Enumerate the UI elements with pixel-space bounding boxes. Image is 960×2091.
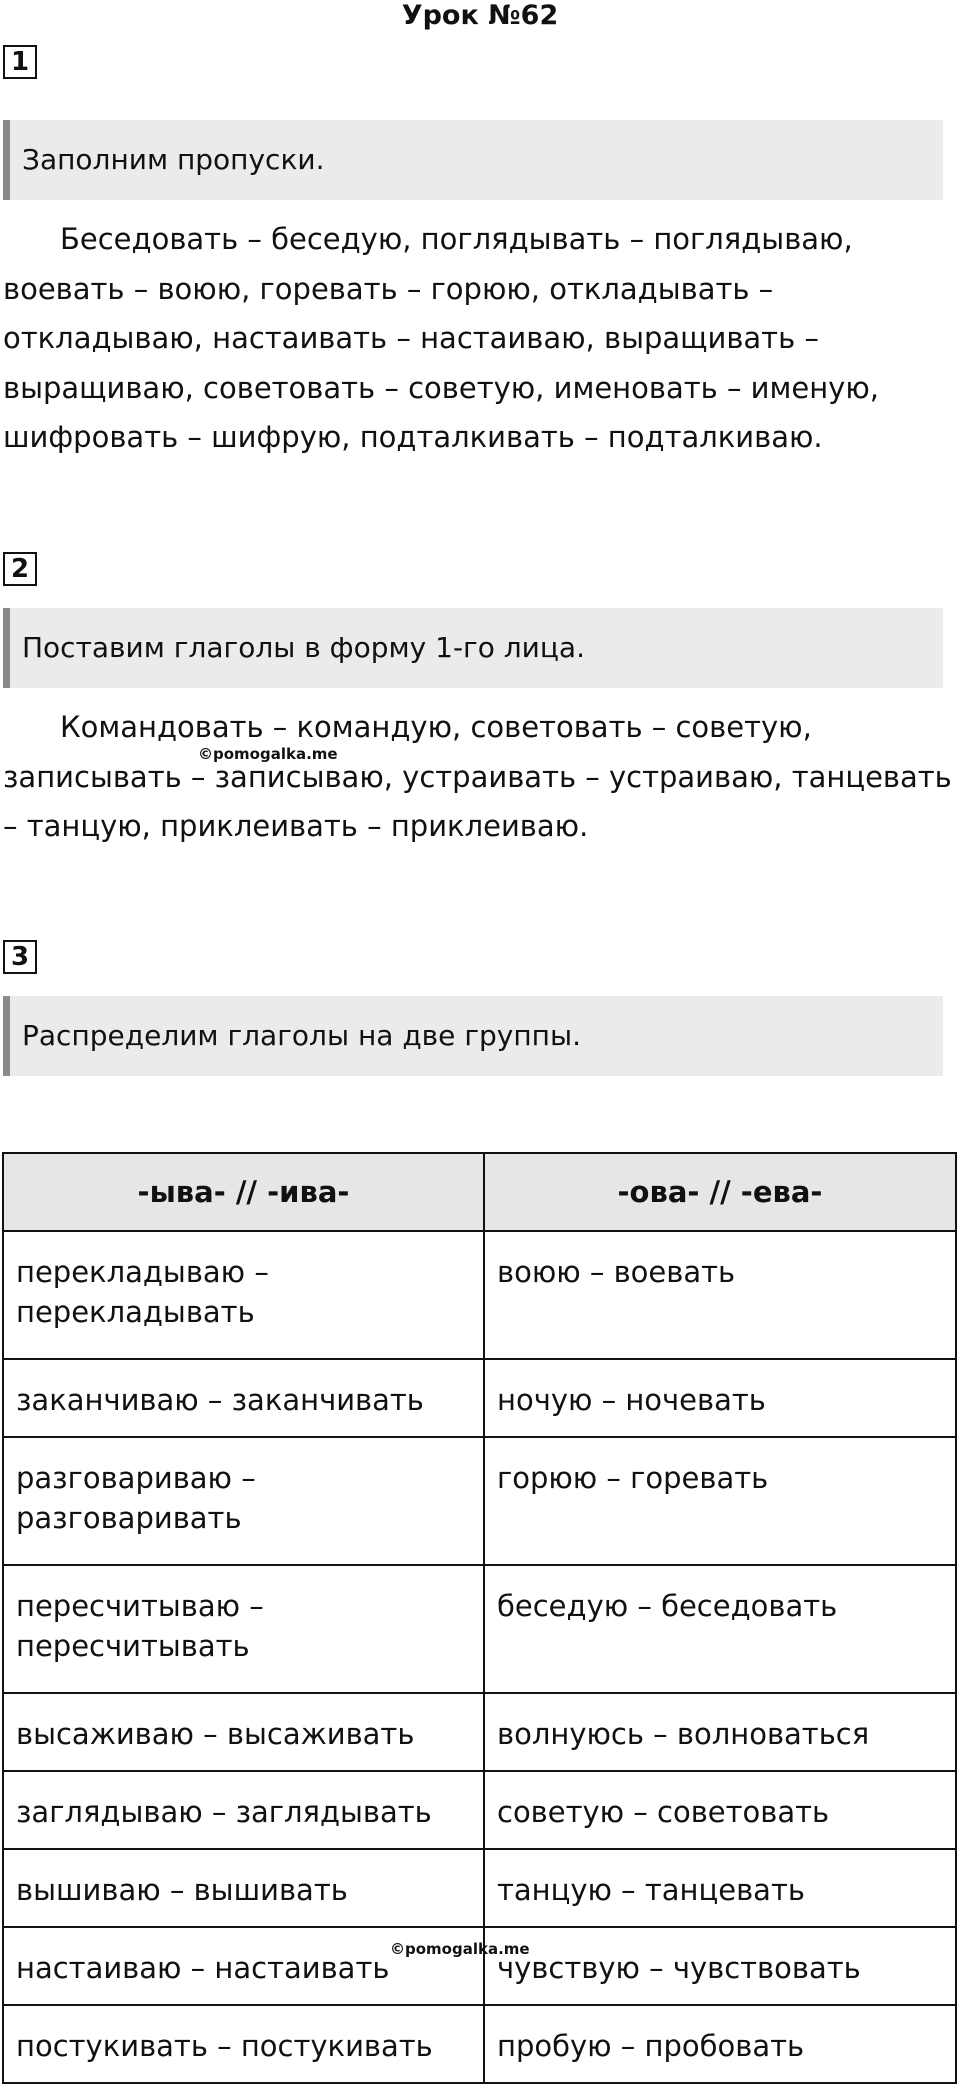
text-line: – танцую, приклеивать – приклеиваю. xyxy=(3,809,589,843)
table-row xyxy=(3,2005,956,2083)
exercise-2-text xyxy=(3,703,958,852)
table-cell: пробую – пробовать xyxy=(484,2005,956,2083)
watermark: ©pomogalka.me xyxy=(198,745,338,763)
table-row xyxy=(3,1771,956,1849)
table-cell: беседую – беседовать xyxy=(484,1565,956,1693)
table-cell: волнуюсь – волноваться xyxy=(484,1693,956,1771)
table-cell: горюю – горевать xyxy=(484,1437,956,1565)
table-row xyxy=(3,1565,956,1693)
text-line: Беседовать – беседую, поглядывать – поглядываю, xyxy=(60,222,853,256)
text-line: шифровать – шифрую, подталкивать – подталкиваю. xyxy=(3,420,823,454)
exercise-1-text xyxy=(3,215,958,463)
table-cell: разговариваю – разговаривать xyxy=(3,1437,484,1565)
table-cell: вышиваю – вышивать xyxy=(3,1849,484,1927)
table-cell: танцую – танцевать xyxy=(484,1849,956,1927)
text-line: записывать – записываю, устраивать – устраиваю, танцевать xyxy=(3,759,952,794)
table-row xyxy=(3,1437,956,1565)
table-cell: воюю – воевать xyxy=(484,1231,956,1359)
text-line: Командовать – командую, советовать – советую, xyxy=(60,710,812,744)
table-cell: постукивать – постукивать xyxy=(3,2005,484,2083)
table-row xyxy=(3,1693,956,1771)
table-cell: пересчитываю – пересчитывать xyxy=(3,1565,484,1693)
exercise-number-2: 2 xyxy=(3,552,37,586)
task-heading-3: Распределим глаголы на две группы. xyxy=(3,996,943,1076)
table-cell: перекладываю – перекладывать xyxy=(3,1231,484,1359)
table-row xyxy=(3,1927,956,2005)
table-cell: чувствую – чувствовать xyxy=(484,1927,956,2005)
exercise-number-3: 3 xyxy=(3,940,37,974)
table-cell: настаиваю – настаивать xyxy=(3,1927,484,2005)
text-line: выращиваю, советовать – советую, именовать – именую, xyxy=(3,370,879,405)
column-header-yva-iva: -ыва- // -ива- xyxy=(3,1153,484,1231)
text-line: откладываю, настаивать – настаиваю, выращивать – xyxy=(3,321,819,355)
table-cell: заглядываю – заглядывать xyxy=(3,1771,484,1849)
column-header-ova-eva: -ова- // -ева- xyxy=(484,1153,956,1231)
task-heading-2: Поставим глаголы в форму 1-го лица. xyxy=(3,608,943,688)
exercise-number-1: 1 xyxy=(3,45,37,79)
table-header-row xyxy=(3,1153,956,1231)
table-row xyxy=(3,1231,956,1359)
table-cell: советую – советовать xyxy=(484,1771,956,1849)
table-cell: высаживаю – высаживать xyxy=(3,1693,484,1771)
table-row xyxy=(3,1359,956,1437)
task-heading-1: Заполним пропуски. xyxy=(3,120,943,200)
text-line: воевать – воюю, горевать – горюю, откладывать – xyxy=(3,271,774,306)
page-title: Урок №62 xyxy=(401,0,559,31)
table-row xyxy=(3,1849,956,1927)
watermark: ©pomogalka.me xyxy=(390,1940,530,1958)
table-cell: ночую – ночевать xyxy=(484,1359,956,1437)
table-cell: заканчиваю – заканчивать xyxy=(3,1359,484,1437)
